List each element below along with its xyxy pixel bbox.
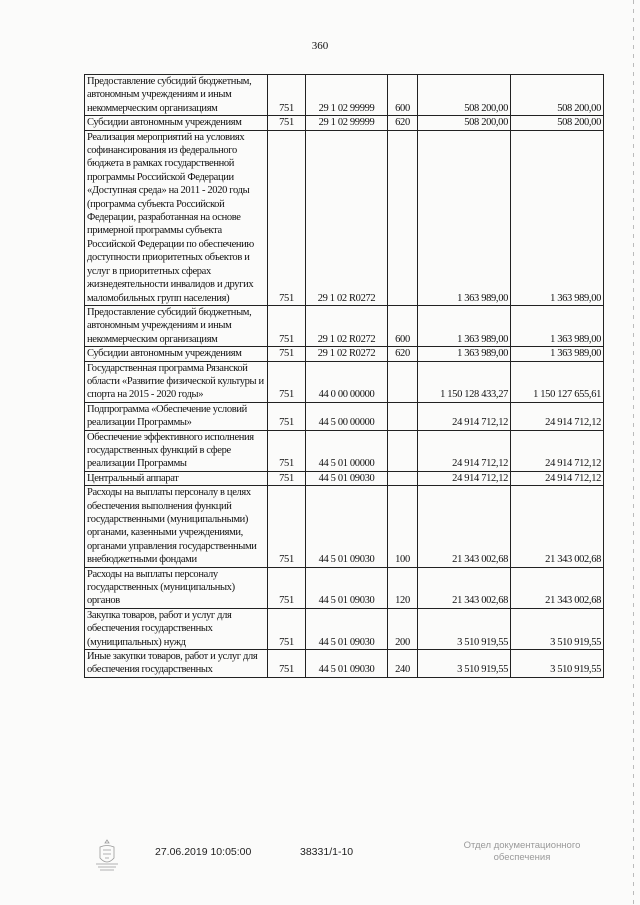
executed-amount-cell: 508 200,00 (511, 116, 604, 130)
expense-type-cell: 120 (388, 567, 418, 608)
amount-cell: 508 200,00 (418, 75, 511, 116)
executed-amount-cell: 3 510 919,55 (511, 608, 604, 649)
expense-name-cell: Расходы на выплаты персоналу государственных (муниципальных) органов (85, 567, 268, 608)
table-row (85, 471, 604, 485)
ministry-code-cell: 751 (268, 567, 306, 608)
amount-cell: 508 200,00 (418, 116, 511, 130)
target-article-cell: 29 1 02 R0272 (306, 347, 388, 361)
expense-name-cell: Центральный аппарат (85, 471, 268, 485)
amount-cell: 21 343 002,68 (418, 486, 511, 567)
expense-name-cell: Иные закупки товаров, работ и услуг для обеспечения государственных (85, 650, 268, 678)
expense-type-cell: 240 (388, 650, 418, 678)
ministry-code-cell: 751 (268, 430, 306, 471)
expense-name-cell: Предоставление субсидий бюджетным, автономным учреждениям и иным некоммерческим организациям (85, 75, 268, 116)
ministry-code-cell: 751 (268, 471, 306, 485)
expense-type-cell (388, 430, 418, 471)
amount-cell: 3 510 919,55 (418, 608, 511, 649)
target-article-cell: 44 5 00 00000 (306, 402, 388, 430)
expense-type-cell: 600 (388, 305, 418, 346)
executed-amount-cell: 508 200,00 (511, 75, 604, 116)
expense-name-cell: Подпрограмма «Обеспечение условий реализации Программы» (85, 402, 268, 430)
footer-doc-number: 38331/1-10 (300, 846, 354, 858)
table-row (85, 567, 604, 608)
expense-name-cell: Закупка товаров, работ и услуг для обеспечения государственных (муниципальных) нужд (85, 608, 268, 649)
expense-name-cell: Предоставление субсидий бюджетным, автономным учреждениям и иным некоммерческим организациям (85, 305, 268, 346)
executed-amount-cell: 21 343 002,68 (511, 486, 604, 567)
target-article-cell: 44 5 01 00000 (306, 430, 388, 471)
table-row (85, 130, 604, 305)
executed-amount-cell: 3 510 919,55 (511, 650, 604, 678)
target-article-cell: 29 1 02 R0272 (306, 130, 388, 305)
expense-type-cell: 200 (388, 608, 418, 649)
amount-cell: 21 343 002,68 (418, 567, 511, 608)
scan-edge (633, 0, 634, 905)
expense-name-cell: Субсидии автономным учреждениям (85, 116, 268, 130)
page-number: 360 (311, 40, 329, 52)
amount-cell: 1 363 989,00 (418, 347, 511, 361)
executed-amount-cell: 1 363 989,00 (511, 130, 604, 305)
table-row (85, 608, 604, 649)
executed-amount-cell: 24 914 712,12 (511, 430, 604, 471)
ministry-code-cell: 751 (268, 347, 306, 361)
target-article-cell: 44 5 01 09030 (306, 486, 388, 567)
expense-type-cell (388, 361, 418, 402)
expense-type-cell: 620 (388, 116, 418, 130)
amount-cell: 24 914 712,12 (418, 471, 511, 485)
table-row (85, 305, 604, 346)
target-article-cell: 44 5 01 09030 (306, 608, 388, 649)
target-article-cell: 44 0 00 00000 (306, 361, 388, 402)
ministry-code-cell: 751 (268, 116, 306, 130)
footer-datetime: 27.06.2019 10:05:00 (155, 846, 252, 858)
amount-cell: 1 150 128 433,27 (418, 361, 511, 402)
ministry-code-cell: 751 (268, 130, 306, 305)
target-article-cell: 44 5 01 09030 (306, 650, 388, 678)
table-row (85, 650, 604, 678)
target-article-cell: 29 1 02 99999 (306, 116, 388, 130)
amount-cell: 1 363 989,00 (418, 130, 511, 305)
table-body (85, 75, 604, 678)
target-article-cell: 29 1 02 R0272 (306, 305, 388, 346)
amount-cell: 1 363 989,00 (418, 305, 511, 346)
executed-amount-cell: 24 914 712,12 (511, 471, 604, 485)
table-row (85, 347, 604, 361)
table-row (85, 75, 604, 116)
table-row (85, 402, 604, 430)
table-row (85, 486, 604, 567)
target-article-cell: 44 5 01 09030 (306, 471, 388, 485)
department-stamp: Отдел документационного обеспечения (463, 840, 581, 863)
ministry-code-cell: 751 (268, 305, 306, 346)
ministry-code-cell: 751 (268, 361, 306, 402)
expense-name-cell: Расходы на выплаты персоналу в целях обеспечения выполнения функций государственными (муниципальными) органами, казенными учреждениями, органами управления государственными внебюджетными фондами (85, 486, 268, 567)
ministry-code-cell: 751 (268, 608, 306, 649)
executed-amount-cell: 1 150 127 655,61 (511, 361, 604, 402)
coat-of-arms-icon (92, 838, 122, 872)
ministry-code-cell: 751 (268, 75, 306, 116)
ministry-code-cell: 751 (268, 650, 306, 678)
budget-table (84, 74, 604, 678)
expense-name-cell: Субсидии автономным учреждениям (85, 347, 268, 361)
executed-amount-cell: 1 363 989,00 (511, 347, 604, 361)
expense-type-cell (388, 130, 418, 305)
ministry-code-cell: 751 (268, 402, 306, 430)
expense-type-cell: 600 (388, 75, 418, 116)
expense-type-cell: 620 (388, 347, 418, 361)
executed-amount-cell: 21 343 002,68 (511, 567, 604, 608)
amount-cell: 24 914 712,12 (418, 430, 511, 471)
expense-name-cell: Обеспечение эффективного исполнения государственных функций в сфере реализации Программы (85, 430, 268, 471)
executed-amount-cell: 24 914 712,12 (511, 402, 604, 430)
executed-amount-cell: 1 363 989,00 (511, 305, 604, 346)
amount-cell: 3 510 919,55 (418, 650, 511, 678)
table-row (85, 430, 604, 471)
table-row (85, 116, 604, 130)
expense-type-cell (388, 402, 418, 430)
target-article-cell: 44 5 01 09030 (306, 567, 388, 608)
target-article-cell: 29 1 02 99999 (306, 75, 388, 116)
expense-name-cell: Государственная программа Рязанской области «Развитие физической культуры и спорта на 2015 - 2020 годы» (85, 361, 268, 402)
ministry-code-cell: 751 (268, 486, 306, 567)
expense-type-cell: 100 (388, 486, 418, 567)
expense-type-cell (388, 471, 418, 485)
amount-cell: 24 914 712,12 (418, 402, 511, 430)
table-row (85, 361, 604, 402)
expense-name-cell: Реализация мероприятий на условиях софинансирования из федерального бюджета в рамках государственной программы Российской Федерации «Доступная среда» на 2011 - 2020 годы (программа субъекта Российской Федерации, разработанная на основе примерной программы субъекта Российской Федерации по обеспечению доступности приоритетных объектов и услуг в приоритетных сферах жизнедеятельности инвалидов и других маломобильных групп населения) (85, 130, 268, 305)
